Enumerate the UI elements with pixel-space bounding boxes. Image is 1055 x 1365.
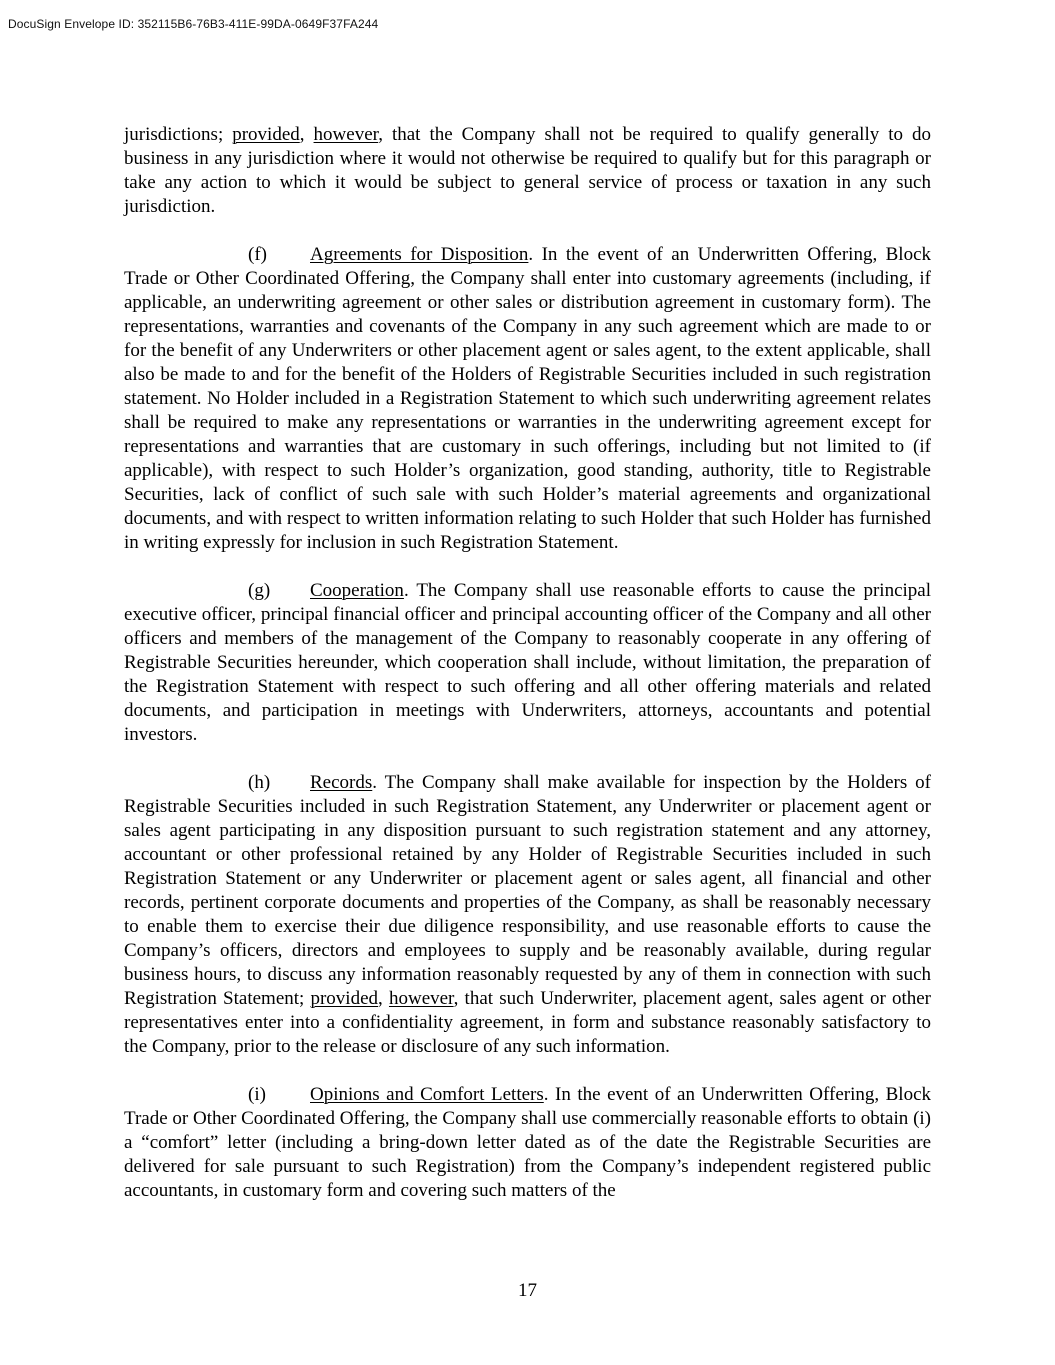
docusign-envelope-id: DocuSign Envelope ID: 352115B6-76B3-411E-99DA-0649F37FA244 <box>8 17 379 31</box>
paragraph-text: , that such Underwriter, placement agent, sales agent or other representatives enter into a confidentiality agreement, in form and substance reasonably satisfactory to the Company, prior to the release or disclosure of any such information. <box>124 988 931 1057</box>
paragraph-text: jurisdictions; <box>124 124 233 145</box>
section-marker: (i) <box>248 1084 266 1105</box>
section-i-paragraph <box>124 1083 931 1203</box>
paragraph-text: , <box>299 124 314 145</box>
section-heading: Records <box>310 772 373 793</box>
document-body <box>124 123 931 1203</box>
paragraph-text: . In the event of an Underwritten Offering, Block Trade or Other Coordinated Offering, the Company shall use commercially reasonable efforts to obtain (i) a “comfort” letter (including a bring-down letter dated as of the date the Registrable Securities are delivered for sale pursuant to such Registration) from the Company’s independent registered public accountants, in customary form and covering such matters of the <box>124 1084 931 1201</box>
however-term: however <box>313 124 379 145</box>
paragraph-text: . The Company shall make available for inspection by the Holders of Registrable Securities included in such Registration Statement, any Underwriter or placement agent or sales agent participating in any disposition pursuant to such registration statement and any attorney, accountant or other professional retained by any Holder of Registrable Securities included in such Registration Statement or any Underwriter or placement agent or sales agent, all financial and other records, pertinent corporate documents and properties of the Company, as shall be reasonably necessary to enable them to exercise their due diligence responsibility, and use reasonable efforts to cause the Company’s officers, directors and employees to supply and be reasonably available, during regular business hours, to discuss any information reasonably requested by any of them in connection with such Registration Statement; <box>124 772 931 1009</box>
section-g-paragraph <box>124 579 931 747</box>
page-number: 17 <box>518 1280 537 1301</box>
section-h-paragraph <box>124 771 931 1059</box>
continuation-paragraph <box>124 123 931 219</box>
section-marker: (f) <box>248 244 267 265</box>
paragraph-text: , <box>378 988 389 1009</box>
however-term: however <box>388 988 454 1009</box>
paragraph-text: . In the event of an Underwritten Offering, Block Trade or Other Coordinated Offering, the Company shall enter into customary agreements (including, if applicable, an underwriting agreement or other sales or distribution agreement in customary form). The representations, warranties and covenants of the Company in any such agreement which are made to or for the benefit of any Underwriters or other placement agent or sales agent, to the extent applicable, shall also be made to and for the benefit of the Holders of Registrable Securities included in such registration statement. No Holder included in a Registration Statement to which such underwriting agreement relates shall be required to make any representations or warranties in the underwriting agreement except for representations and warranties that are customary in such offerings, including but not limited to (if applicable), with respect to such Holder’s organization, good standing, authority, title to Registrable Securities, lack of conflict of such sale with such Holder’s material agreements and organizational documents, and with respect to written information relating to such Holder that such Holder has furnished in writing expressly for inclusion in such Registration Statement. <box>124 244 931 553</box>
provided-term: provided <box>310 988 379 1009</box>
section-f-paragraph <box>124 243 931 555</box>
section-marker: (h) <box>248 772 271 793</box>
section-heading: Agreements for Disposition <box>310 244 529 265</box>
provided-term: provided <box>232 124 300 145</box>
section-heading: Cooperation <box>310 580 404 601</box>
paragraph-text: , that the Company shall not be required to qualify generally to do business in any jurisdiction where it would not otherwise be required to qualify but for this paragraph or take any action to which it would be subject to general service of process or taxation in any such jurisdiction. <box>124 124 932 217</box>
section-marker: (g) <box>248 580 271 601</box>
paragraph-text: . The Company shall use reasonable efforts to cause the principal executive officer, principal financial officer and principal accounting officer of the Company and all other officers and members of the management of the Company to reasonably cooperate in any offering of Registrable Securities hereunder, which cooperation shall include, without limitation, the preparation of the Registration Statement with respect to such offering and all other offering materials and related documents, and participation in meetings with Underwriters, attorneys, accountants and potential investors. <box>124 580 931 745</box>
section-heading: Opinions and Comfort Letters <box>310 1084 544 1105</box>
